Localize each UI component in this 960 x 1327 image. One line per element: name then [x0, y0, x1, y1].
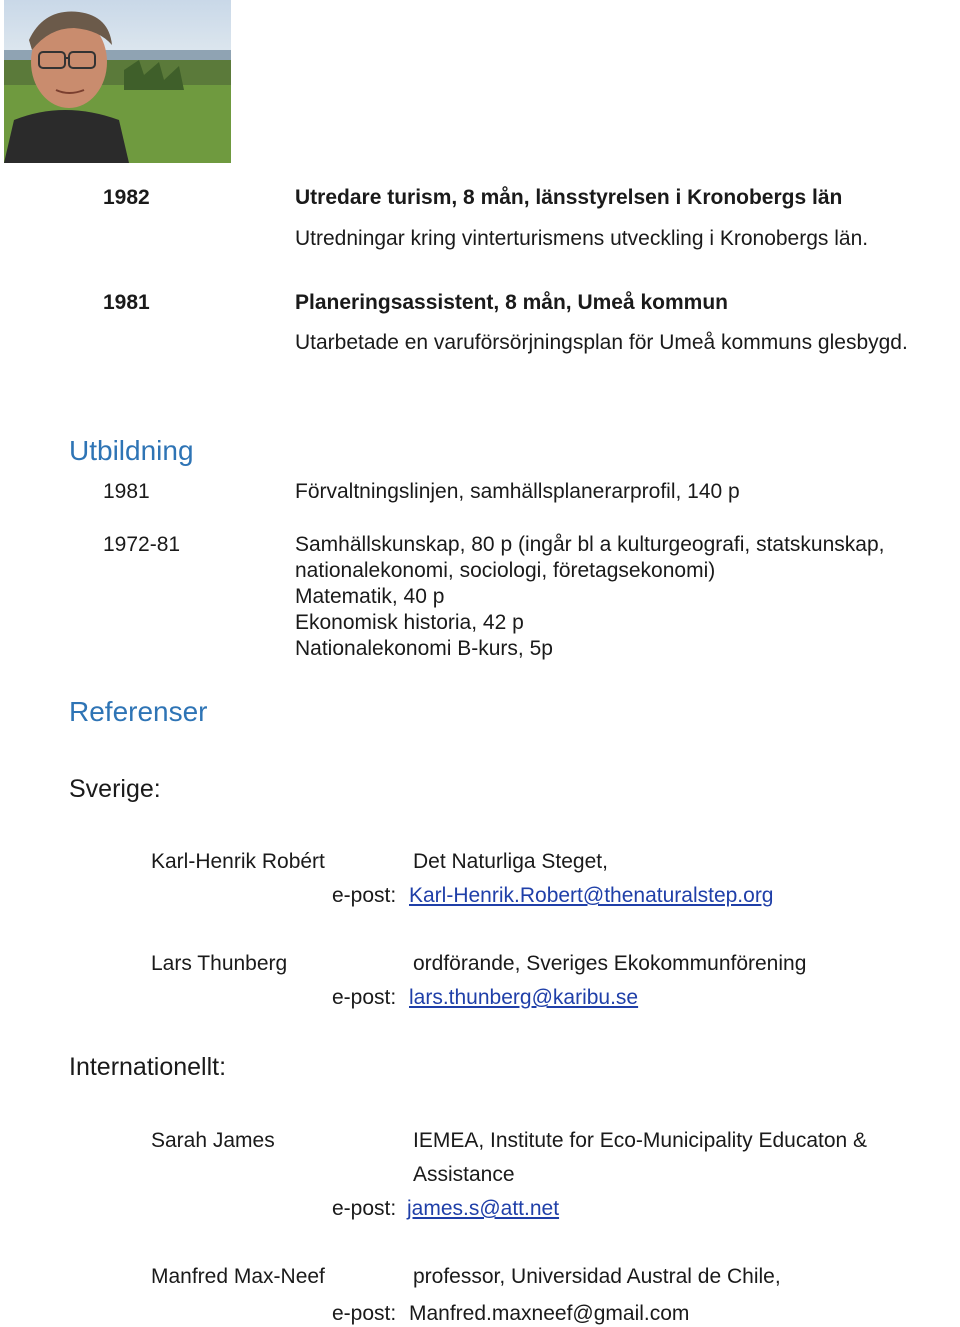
education-line: nationalekonomi, sociologi, företagsekonomi)	[295, 559, 716, 582]
international-label: Internationellt:	[69, 1053, 227, 1081]
education-line: Nationalekonomi B-kurs, 5p	[295, 637, 553, 660]
email-label: e-post:	[332, 1197, 397, 1220]
work-year: 1981	[103, 291, 150, 314]
education-year: 1981	[103, 480, 150, 503]
email-link[interactable]: james.s@att.net	[407, 1197, 560, 1220]
email-text: Manfred.maxneef@gmail.com	[409, 1302, 690, 1325]
education-heading: Utbildning	[69, 435, 194, 466]
reference-org: ordförande, Sveriges Ekokommunförening	[413, 952, 807, 975]
email-link[interactable]: lars.thunberg@karibu.se	[409, 986, 639, 1009]
reference-name: Manfred Max-Neef	[151, 1265, 325, 1288]
work-title: Utredare turism, 8 mån, länsstyrelsen i Kronobergs län	[295, 186, 843, 209]
work-description: Utredningar kring vinterturismens utveckling i Kronobergs län.	[295, 227, 869, 250]
reference-org: Det Naturliga Steget,	[413, 850, 608, 873]
reference-org: Assistance	[413, 1163, 515, 1186]
email-link[interactable]: Karl-Henrik.Robert@thenaturalstep.org	[409, 884, 774, 907]
profile-photo	[4, 0, 231, 163]
education-line: Förvaltningslinjen, samhällsplanerarprofil, 140 p	[295, 480, 740, 503]
email-label: e-post:	[332, 986, 397, 1009]
email-label: e-post:	[332, 1302, 397, 1325]
education-line: Ekonomisk historia, 42 p	[295, 611, 524, 634]
work-description: Utarbetade en varuförsörjningsplan för Umeå kommuns glesbygd.	[295, 331, 908, 354]
references-heading: Referenser	[69, 696, 208, 727]
education-year: 1972-81	[103, 533, 181, 556]
work-title: Planeringsassistent, 8 mån, Umeå kommun	[295, 291, 728, 314]
education-line: Matematik, 40 p	[295, 585, 445, 608]
reference-name: Lars Thunberg	[151, 952, 288, 975]
education-line: Samhällskunskap, 80 p (ingår bl a kulturgeografi, statskunskap,	[295, 533, 885, 556]
reference-org: IEMEA, Institute for Eco-Municipality Educaton &	[413, 1129, 868, 1152]
email-label: e-post:	[332, 884, 397, 907]
reference-name: Karl-Henrik Robért	[151, 850, 325, 873]
reference-org: professor, Universidad Austral de Chile,	[413, 1265, 781, 1288]
reference-name: Sarah James	[151, 1129, 275, 1152]
sweden-label: Sverige:	[69, 775, 161, 803]
work-year: 1982	[103, 186, 150, 209]
